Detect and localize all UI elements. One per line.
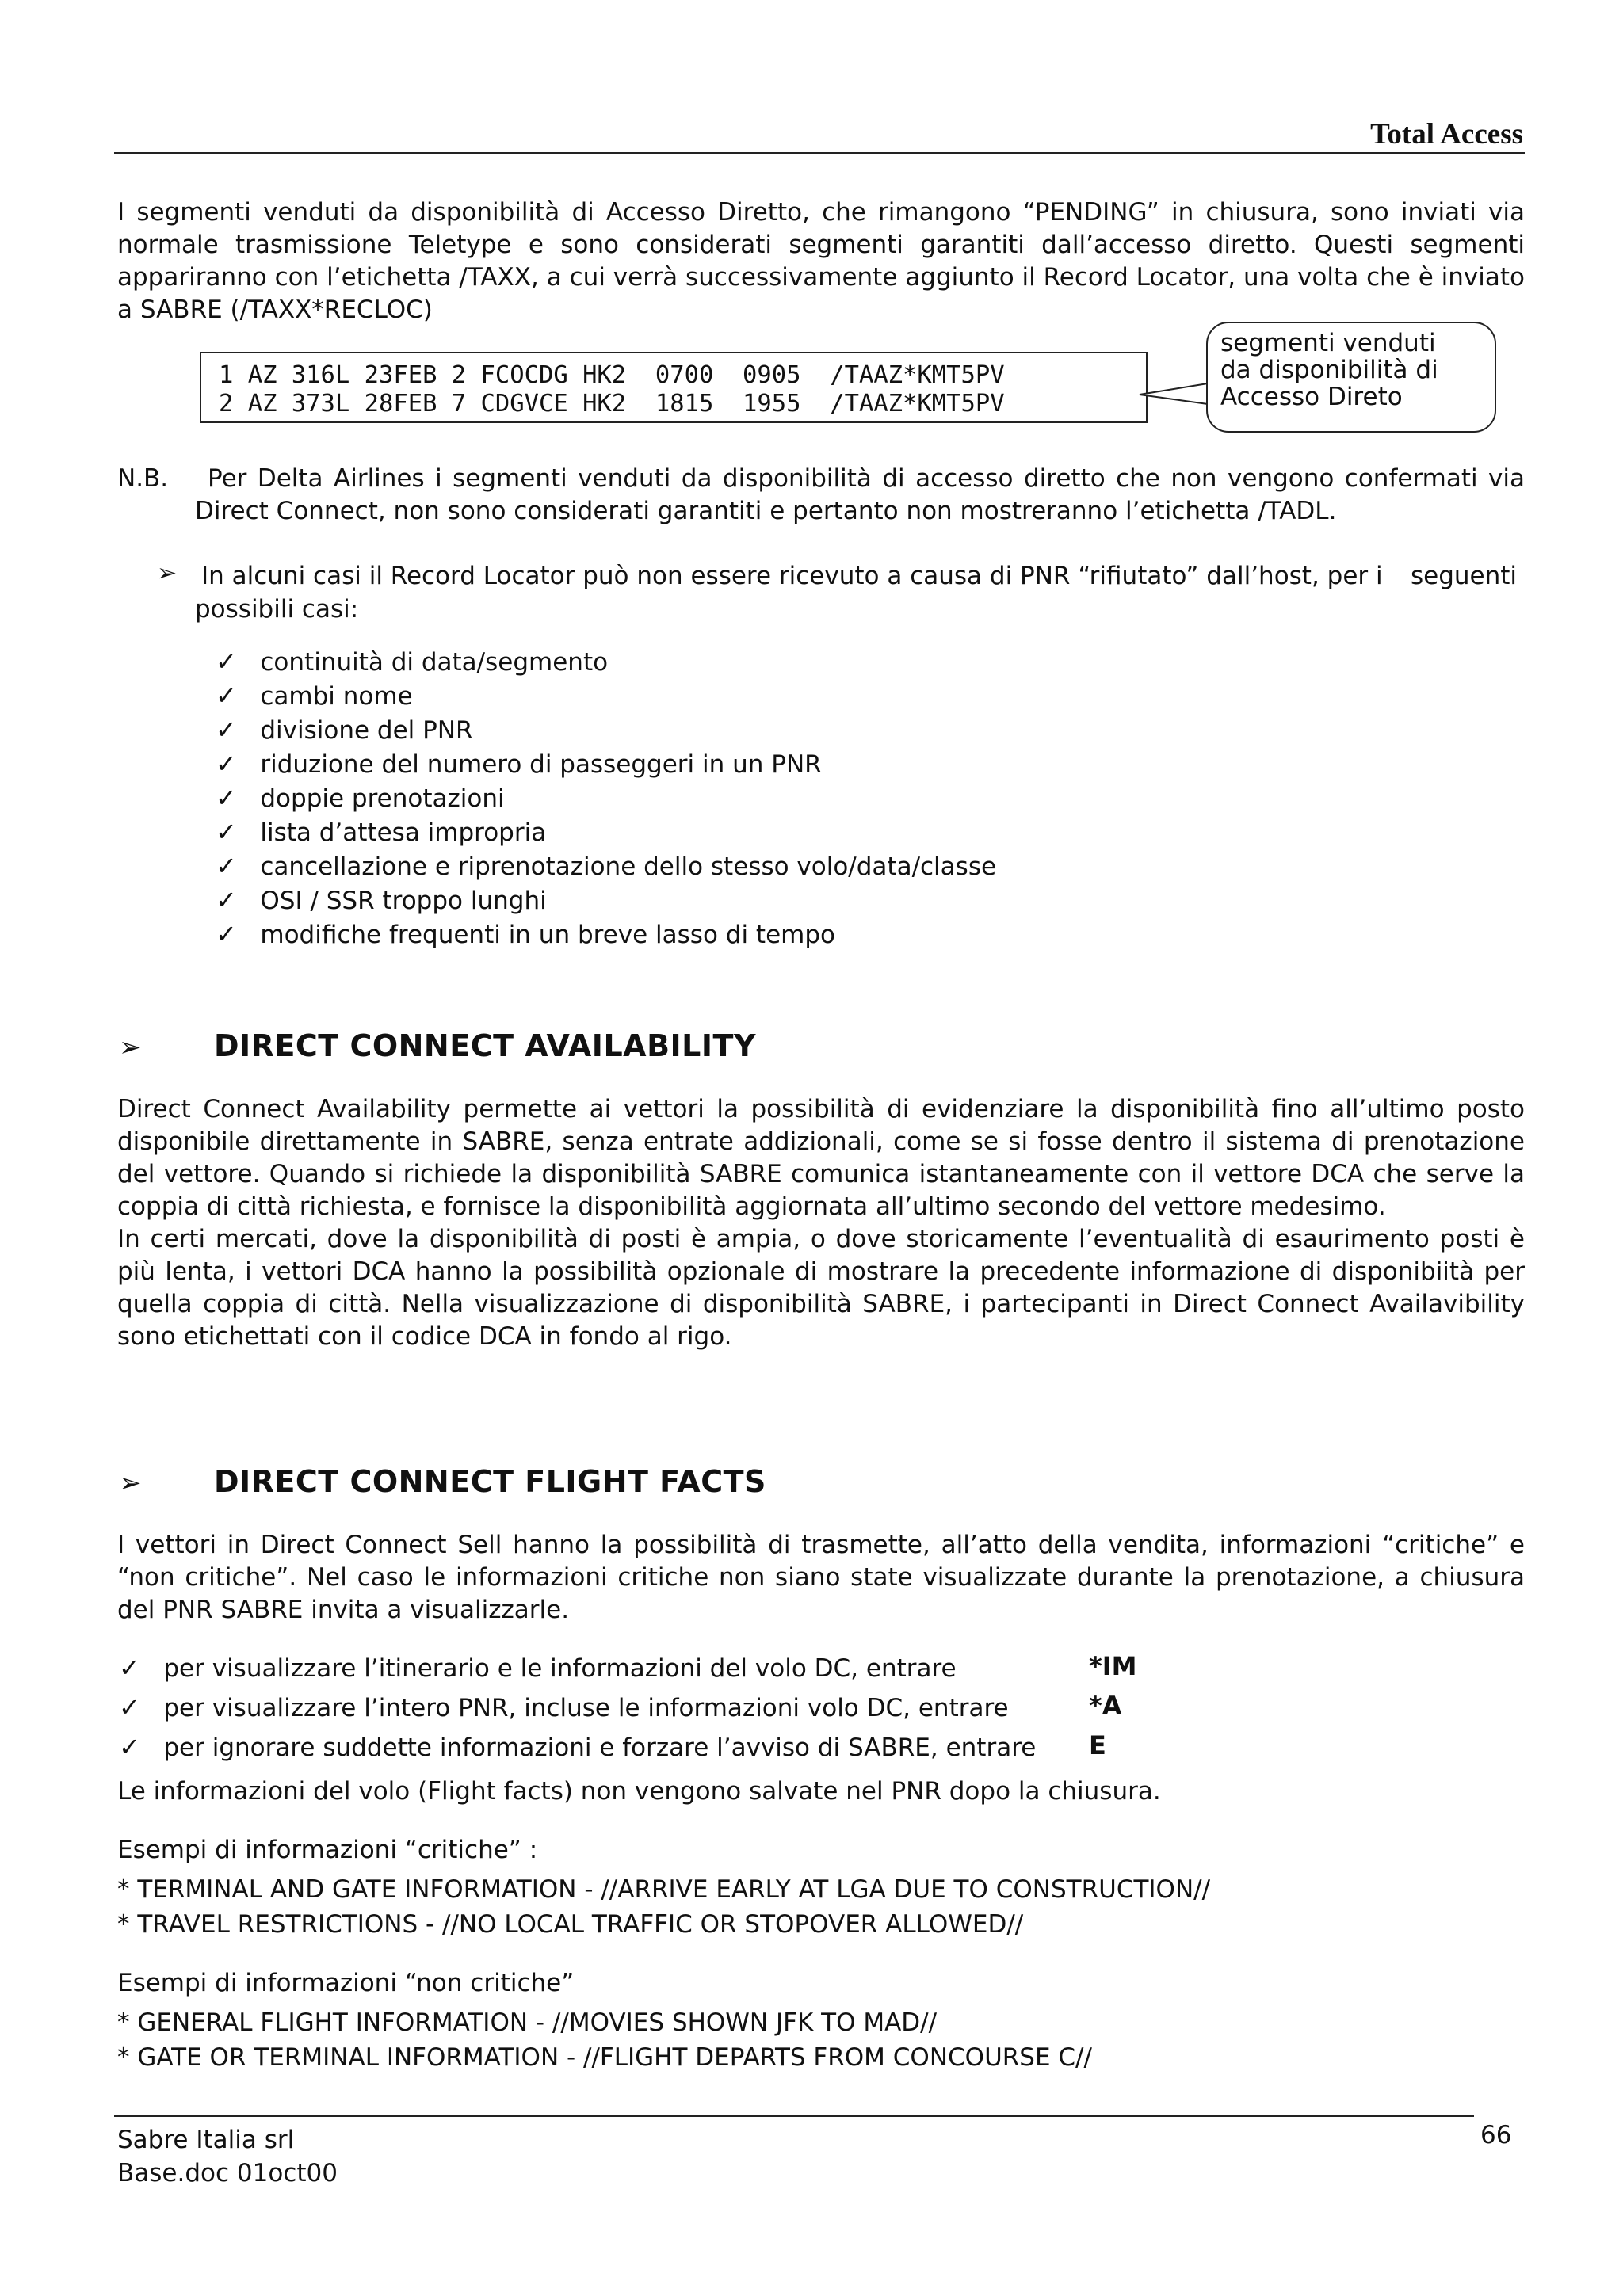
list-item: ✓ lista d’attesa impropria [216, 817, 547, 847]
segment-line: 2 AZ 373L 28FEB 7 CDGVCE HK2 1815 1955 /TAAZ*KMT5PV [219, 390, 1005, 418]
noncritical-example: * GATE OR TERMINAL INFORMATION - //FLIGHT DEPARTS FROM CONCOURSE C// [117, 2043, 1092, 2072]
intro-paragraph: I segmenti venduti da disponibilità di Accesso Diretto, che rimangono “PENDING” in chiusura, sono inviati via normale trasmissione Teletype e sono considerati segmenti garantiti dall’accesso diretto. Questi segmenti appariranno con l’etichetta /TAXX, a cui verrà successivamente aggiunto il Record Locator, una volta che è inviato a SABRE (/TAXX*RECLOC) [117, 198, 1525, 324]
noncritical-example: * GENERAL FLIGHT INFORMATION - //MOVIES SHOWN JFK TO MAD// [117, 2008, 938, 2037]
critical-example: * TERMINAL AND GATE INFORMATION - //ARRIVE EARLY AT LGA DUE TO CONSTRUCTION// [117, 1875, 1211, 1904]
footer-rule [114, 2115, 1474, 2117]
list-item: ✓ per visualizzare l’itinerario e le informazioni del volo DC, entrare [119, 1653, 957, 1683]
segment-line: 1 AZ 316L 23FEB 2 FCOCDG HK2 0700 0905 /TAAZ*KMT5PV [219, 361, 1005, 389]
checkmark-icon: ✓ [216, 783, 237, 813]
flight-facts-note: Le informazioni del volo (Flight facts) non vengono salvate nel PNR dopo la chiusura. [117, 1777, 1161, 1806]
availability-paragraph-2: In certi mercati, dove la disponibilità di posti è ampia, o dove storicamente l’eventualità di esaurimento posti è più lenta, i vettori DCA hanno la possibilità opzionale di mostrare la precedente informazione di disponibiità per quella coppia di città. Nella visualizzazione di disponibilità SABRE, i partecipanti in Direct Connect Availavibility sono etichettati con il codice DCA in fondo al rigo. [117, 1225, 1525, 1351]
checkmark-icon: ✓ [119, 1692, 140, 1722]
checkmark-icon: ✓ [216, 681, 237, 711]
arrow-bullet-icon: ➢ [119, 1467, 142, 1499]
arrow-bullet-icon: ➢ [157, 559, 178, 587]
callout-line: da disponibilità di [1220, 356, 1438, 384]
footer-doc: Base.doc 01oct00 [117, 2159, 338, 2187]
command-code: *IM [1089, 1651, 1137, 1681]
checkmark-icon: ✓ [119, 1653, 140, 1683]
section-heading-flight-facts: DIRECT CONNECT FLIGHT FACTS [214, 1464, 766, 1499]
page-header-title: Total Access [1370, 118, 1523, 151]
checkmark-icon: ✓ [216, 919, 237, 949]
header-rule [114, 152, 1525, 154]
list-item: ✓ per ignorare suddette informazioni e forzare l’avviso di SABRE, entrare [119, 1732, 1037, 1762]
pending-line-2: possibili casi: [195, 595, 359, 624]
callout-bubble [1206, 322, 1496, 433]
checkmark-icon: ✓ [119, 1732, 140, 1762]
checkmark-icon: ✓ [216, 817, 237, 847]
cases-list [216, 645, 996, 952]
list-item: ✓ continuità di data/segmento [216, 646, 609, 677]
list-item: ✓ divisione del PNR [216, 715, 473, 745]
arrow-bullet-icon: ➢ [119, 1032, 142, 1063]
command-code: *A [1089, 1691, 1122, 1721]
list-item: ✓ modifiche frequenti in un breve lasso di tempo [216, 919, 835, 949]
page-number: 66 [1480, 2121, 1512, 2149]
nb-label: N.B. [117, 464, 169, 493]
list-item: ✓ per visualizzare l’intero PNR, incluse le informazioni volo DC, entrare [119, 1692, 1009, 1722]
checkmark-icon: ✓ [216, 885, 237, 915]
callout-line: Accesso Direto [1220, 383, 1403, 411]
checkmark-icon: ✓ [216, 749, 237, 779]
checkmark-icon: ✓ [216, 851, 237, 881]
flight-facts-paragraph: I vettori in Direct Connect Sell hanno la possibilità di trasmette, all’atto della vendita, informazioni “critiche” e “non critiche”. Nel caso le informazioni critiche non siano state visualizzate durante la prenotazione, a chiusura del PNR SABRE invita a visualizzarle. [117, 1531, 1525, 1624]
nb-text: Per Delta Airlines i segmenti venduti da disponibilità di accesso diretto che non vengono confermati via Direct Connect, non sono considerati garantiti e pertanto non mostreranno l’etichetta /TADL. [195, 464, 1525, 525]
list-item: ✓ riduzione del numero di passeggeri in un PNR [216, 749, 822, 779]
checkmark-icon: ✓ [216, 715, 237, 745]
footer-company: Sabre Italia srl [117, 2126, 295, 2154]
section-heading-availability: DIRECT CONNECT AVAILABILITY [214, 1028, 756, 1063]
checkmark-icon: ✓ [216, 646, 237, 677]
critical-title: Esempi di informazioni “critiche” : [117, 1836, 538, 1864]
availability-paragraph-1: Direct Connect Availability permette ai vettori la possibilità di evidenziare la disponibilità fino all’ultimo posto disponibile direttamente in SABRE, senza entrate addizionali, come se si fosse dentro il sistema di prenotazione del vettore. Quando si richiede la disponibilità SABRE comunica istantaneamente con il vettore DCA che serve la coppia di città richiesta, e fornisce la disponibilità aggiornata all’ultimo secondo del vettore medesimo. [117, 1095, 1525, 1221]
pending-line-1: In alcuni casi il Record Locator può non essere ricevuto a causa di PNR “rifiutato” dall’host, per i [201, 562, 1383, 590]
critical-example: * TRAVEL RESTRICTIONS - //NO LOCAL TRAFFIC OR STOPOVER ALLOWED// [117, 1910, 1024, 1939]
list-item: ✓ cancellazione e riprenotazione dello stesso volo/data/classe [216, 851, 997, 881]
pending-line-1-end: seguenti [1411, 562, 1518, 590]
segments-code-box [200, 352, 1148, 423]
callout-line: segmenti venduti [1220, 329, 1436, 357]
list-item: ✓ cambi nome [216, 681, 413, 711]
list-item: ✓ doppie prenotazioni [216, 783, 505, 813]
list-item: ✓ OSI / SSR troppo lunghi [216, 885, 547, 915]
noncritical-title: Esempi di informazioni “non critiche” [117, 1969, 575, 1997]
command-code: E [1089, 1730, 1106, 1760]
